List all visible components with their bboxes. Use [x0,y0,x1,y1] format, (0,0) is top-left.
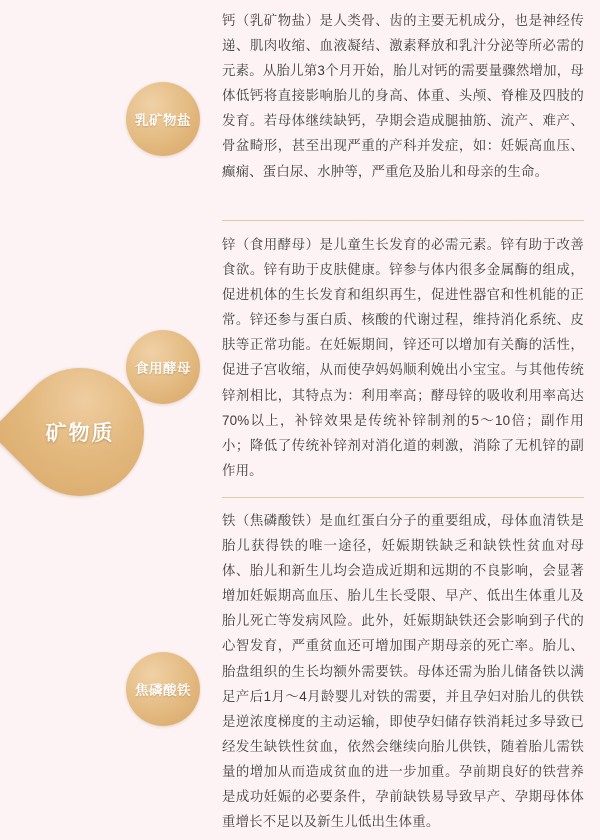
section-divider [222,220,584,221]
section-divider [222,497,584,498]
section-text-iron: 铁（焦磷酸铁）是血红蛋白分子的重要组成，母体血清铁是胎儿获得铁的唯一途径，妊娠期铁缺乏和缺铁性贫血对母体、胎儿和新生儿均会造成近期和远期的不良影响，会显著增加妊娠期高血压、胎儿生长受限、早产、低出生体重儿及胎儿死亡等发病风险。此外，妊娠期缺铁还会影响到子代的心智发育，严重贫血还可增加围产期母亲的死亡率。胎儿、胎盘组织的生长均额外需要铁。母体还需为胎儿储备铁以满足产后1月～4月龄婴儿对铁的需要，并且孕妇对胎儿的供铁是逆浓度梯度的主动运输，即使孕妇储存铁消耗过多导致已经发生缺铁性贫血，依然会继续向胎儿供铁，随着胎儿需铁量的增加从而造成贫血的进一步加重。孕前期良好的铁营养是成功妊娠的必要条件，孕前缺铁易导致早产、孕期母体体重增长不足以及新生儿低出生体重。 [222,513,584,830]
section-text-calcium: 钙（乳矿物盐）是人类骨、齿的主要无机成分，也是神经传递、肌肉收缩、血液凝结、激素释放和乳汁分泌等所必需的元素。从胎儿第3个月开始，胎儿对钙的需要量骤然增加，母体低钙将直接影响胎儿的身高、体重、头颅、脊椎及四肢的发育。若母体继续缺钙，孕期会造成腿抽筋、流产、难产、骨盆畸形，甚至出现严重的产科并发症，如：妊娠高血压、癫痫、蛋白尿、水肿等，严重危及胎儿和母亲的生命。 [222,13,584,179]
section-text-zinc: 锌（食用酵母）是儿童生长发育的必需元素。锌有助于改善食欲。锌有助于皮肤健康。锌参与体内很多金属酶的组成，促进机体的生长发育和组织再生，促进性器官和性机能的正常。锌还参与蛋白质、核酸的代谢过程，维持消化系统、皮肤等正常功能。在妊娠期间，锌还可以增加有关酶的活性，促进子宫收缩，从而使孕妈妈顺利娩出小宝宝。与其他传统锌剂相比，其特点为：利用率高；酵母锌的吸收利用率高达70%以上，补锌效果是传统补锌制剂的5～10倍；副作用小；降低了传统补锌剂对消化道的刺激，消除了无机锌的副作用。 [222,237,584,478]
page-title: 矿物质 [45,422,115,445]
badge-ferric-pyrophosphate: 焦磷酸铁 [126,652,200,726]
badge-edible-yeast: 食用酵母 [126,330,200,404]
badge-milk-mineral-salt: 乳矿物盐 [126,82,200,156]
